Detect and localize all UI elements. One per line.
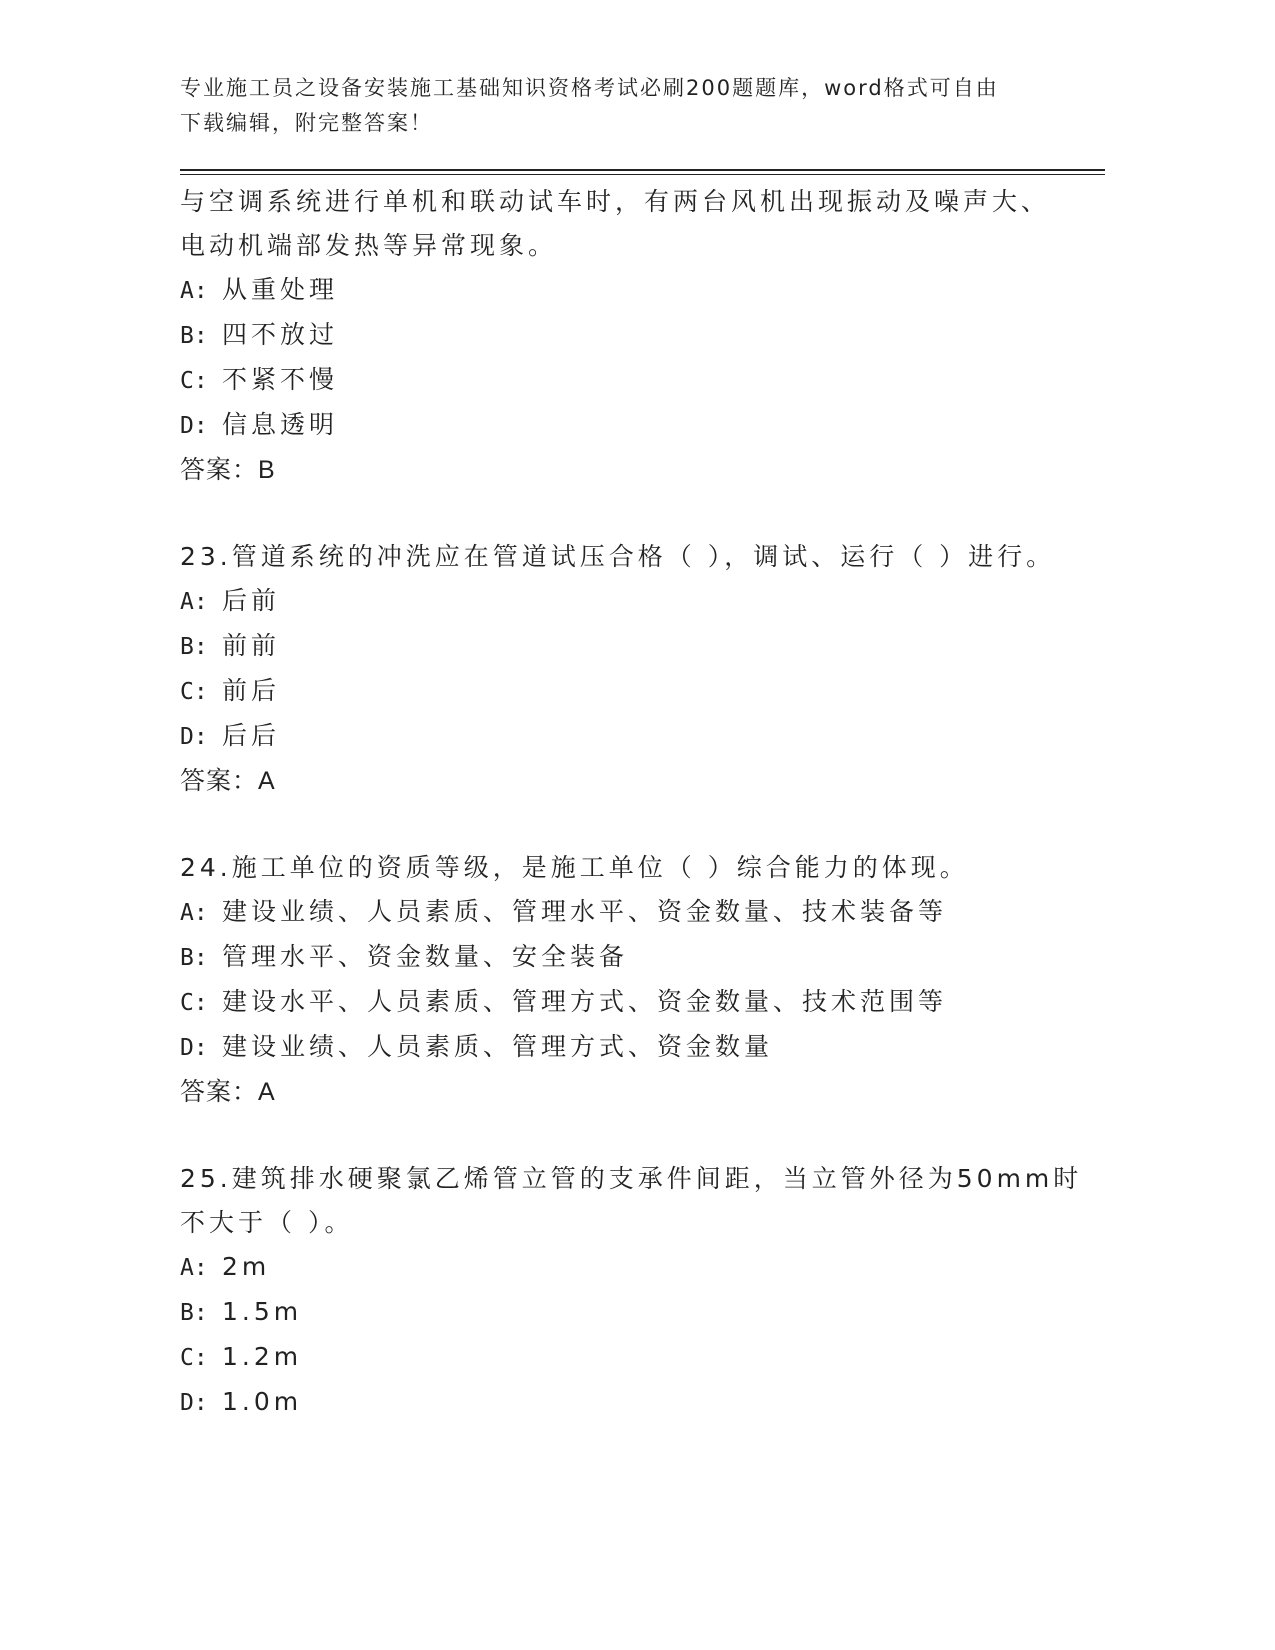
option-d: [180, 1380, 1080, 1425]
option-a: [180, 1245, 1080, 1290]
answer-line: [180, 759, 1080, 803]
header-line-2: 下载编辑，附完整答案！: [180, 111, 433, 135]
option-key: A:: [180, 900, 208, 926]
option-key: B:: [180, 323, 208, 349]
option-text: 1.2m: [222, 1342, 303, 1371]
option-key: A:: [180, 278, 208, 304]
option-text: 后后: [222, 721, 281, 750]
option-key: C:: [180, 990, 208, 1016]
option-text: 1.5m: [222, 1297, 303, 1326]
answer-value: B: [258, 456, 276, 484]
question-text-line: 电动机端部发热等异常现象。: [180, 231, 558, 260]
answer-label: 答案：: [180, 1077, 259, 1106]
option-text: 后前: [222, 586, 281, 615]
question-text-line: 23.管道系统的冲洗应在管道试压合格（ ），调试、运行（ ）进行。: [180, 542, 1056, 571]
option-c: [180, 669, 1080, 714]
option-d: [180, 714, 1080, 759]
option-key: B:: [180, 1300, 208, 1326]
option-b: [180, 1290, 1080, 1335]
option-key: A:: [180, 589, 208, 615]
option-key: C:: [180, 679, 208, 705]
header-divider-thin: [180, 174, 1105, 175]
answer-line: [180, 1070, 1080, 1114]
option-key: D:: [180, 1390, 208, 1416]
option-a: [180, 579, 1080, 624]
option-b: [180, 313, 1080, 358]
answer-label: 答案：: [180, 455, 259, 484]
option-key: B:: [180, 945, 208, 971]
option-text: 前后: [222, 676, 281, 705]
question-text-line: 与空调系统进行单机和联动试车时，有两台风机出现振动及噪声大、: [180, 187, 1051, 216]
question-block-25: [180, 1157, 1083, 1425]
question-block-24: [180, 846, 1080, 1114]
option-text: 前前: [222, 631, 281, 660]
option-key: C:: [180, 1345, 208, 1371]
option-b: [180, 624, 1080, 669]
question-spacer: [180, 492, 1080, 535]
question-text-line: 25.建筑排水硬聚氯乙烯管立管的支承件间距，当立管外径为50mm时: [180, 1164, 1083, 1193]
option-text: 建设水平、人员素质、管理方式、资金数量、技术范围等: [222, 987, 948, 1016]
option-text: 不紧不慢: [222, 365, 339, 394]
option-text: 2m: [222, 1252, 271, 1281]
answer-label: 答案：: [180, 766, 259, 795]
option-c: [180, 1335, 1080, 1380]
option-text: 建设业绩、人员素质、管理方式、资金数量: [222, 1032, 774, 1061]
option-key: C:: [180, 368, 208, 394]
option-key: D:: [180, 724, 208, 750]
question-text-line: 24.施工单位的资质等级，是施工单位（ ）综合能力的体现。: [180, 853, 969, 882]
option-key: D:: [180, 413, 208, 439]
question-spacer: [180, 1114, 1080, 1157]
question-spacer: [180, 803, 1080, 846]
option-text: 信息透明: [222, 410, 339, 439]
answer-value: A: [258, 767, 276, 795]
option-a: [180, 268, 1080, 313]
option-d: [180, 1025, 1080, 1070]
option-key: B:: [180, 634, 208, 660]
document-header: [180, 71, 1060, 141]
question-list: [180, 180, 1083, 1425]
answer-value: A: [258, 1078, 276, 1106]
header-line-1: 专业施工员之设备安装施工基础知识资格考试必刷200题题库，word格式可自由: [180, 76, 999, 100]
question-text-line: 不大于（ ）。: [180, 1208, 354, 1237]
question-block-22: [180, 180, 1080, 492]
option-c: [180, 980, 1080, 1025]
answer-line: [180, 448, 1080, 492]
option-text: 四不放过: [222, 320, 339, 349]
question-block-23: [180, 535, 1080, 803]
option-text: 建设业绩、人员素质、管理水平、资金数量、技术装备等: [222, 897, 948, 926]
option-text: 管理水平、资金数量、安全装备: [222, 942, 629, 971]
option-text: 1.0m: [222, 1387, 303, 1416]
option-d: [180, 403, 1080, 448]
option-a: [180, 890, 1080, 935]
header-divider-thick: [180, 169, 1105, 171]
option-b: [180, 935, 1080, 980]
option-text: 从重处理: [222, 275, 339, 304]
option-c: [180, 358, 1080, 403]
option-key: A:: [180, 1255, 208, 1281]
option-key: D:: [180, 1035, 208, 1061]
